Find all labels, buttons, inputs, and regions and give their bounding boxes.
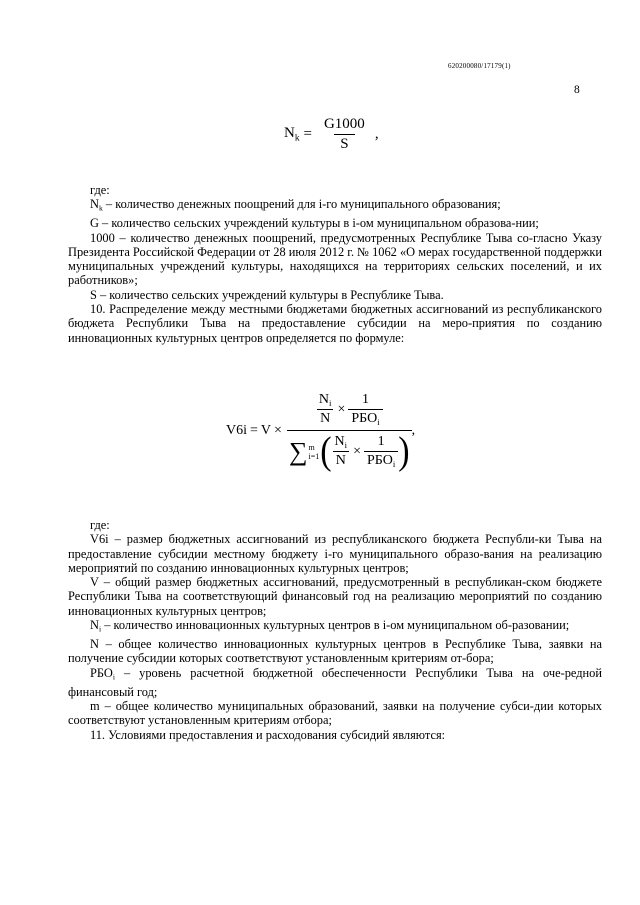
- formula-v6i-main-numerator: $\frac{N_i}{N}$ × $\frac{1}{РБО_i}$: [312, 392, 387, 430]
- ni-over-n-fraction: $\frac{N_i}{N}$: [318, 392, 332, 427]
- legend-v6i: V6i – размер бюджетных ассигнований из республиканского бюджета Республи-ки Тыва на предоставление субсидии местному бюджету i-го муниципального образо-вания на реализацию мероприятий по созданию инновационных культурных центров;: [68, 532, 602, 575]
- formula-v6i-main-denominator: ∑ m i=1 ( $\frac{N_i}{N}$ × $\frac{1}{РБО_i}$ ): [288, 429, 410, 473]
- legend-s: S – количество сельских учреждений культуры в Республике Тыва.: [90, 287, 444, 302]
- formula-v6i-v: V: [260, 422, 272, 438]
- legend-ni: $N_i$ – количество инновационных культурных центров в i-ом муниципальном об-разовании;: [90, 618, 570, 634]
- formula-v6i-comma: ,: [411, 422, 416, 438]
- legend-rboi: $РБО_i$ – уровень расчетной бюджетной обеспеченности Республики Тыва на оче-редной финансовый год;: [68, 665, 602, 699]
- legend-1000: 1000 – количество денежных поощрений, предусмотренных Республике Тыва со-гласно Указу Президента Российской Федерации от 28 июля 2012 г. № 1062 «О мерах государственной поддержки муниципальных учреждений культуры, находящихся на территориях сельских поселений, и их работников»;: [68, 230, 602, 288]
- formula-nk-comma: ,: [374, 126, 379, 142]
- where-label-2: где:: [90, 518, 110, 532]
- formula-v6i-equals: =: [250, 422, 258, 438]
- document-number: 620200080/17179(1): [448, 62, 511, 70]
- legend-g: G – количество сельских учреждений культуры в i-ом муниципальном образова-нии;: [90, 216, 539, 231]
- paragraph-10: 10. Распределение между местными бюджетами бюджетных ассигнований из республиканского бюджета Республики Тыва на предоставление субсидии на меро-приятия по созданию инновационных культурных центров определяется по формуле:: [68, 302, 602, 345]
- formula-nk-denominator: S: [334, 134, 354, 153]
- formula-v6i-main-fraction: [287, 392, 412, 473]
- formula-v6i-times: ×: [274, 422, 282, 438]
- page-number: 8: [574, 84, 580, 96]
- paragraph-11: 11. Условиями предоставления и расходования субсидий являются:: [90, 727, 446, 742]
- sum-limits: m i=1: [308, 442, 320, 461]
- formula-v6i: [226, 392, 416, 473]
- formula-v6i-lhs: V6i: [226, 422, 247, 438]
- sum-ni-over-n-fraction: $\frac{N_i}{N}$: [334, 434, 348, 469]
- where-label-1: где:: [90, 183, 110, 197]
- legend-m: m – общее количество муниципальных образований, заявки на получение субси-дии которых соответствуют установленным критериям отбора;: [68, 698, 602, 728]
- legend-n: N – общее количество инновационных культурных центров в Республике Тыва, заявки на получение субсидии которых соответствуют установленным критериям от-бора;: [68, 637, 602, 666]
- formula-nk-equals: =: [303, 126, 312, 142]
- formula-nk: [284, 116, 379, 153]
- sum-symbol: ∑: [288, 436, 308, 466]
- formula-nk-fraction: [318, 116, 371, 153]
- sum-one-over-rbo-fraction: $\frac{1}{РБО_i}$: [364, 434, 398, 469]
- legend-v: V – общий размер бюджетных ассигнований, предусмотренный в республикан-ском бюджете Республики Тыва на соответствующий финансовый год на реализацию мероприятий по созданию инновационных культурных центров;: [68, 575, 602, 618]
- legend-block-1: [68, 183, 602, 345]
- formula-nk-lhs: $N_k$: [284, 125, 300, 144]
- one-over-rbo-fraction: $\frac{1}{РБО_i}$: [348, 392, 382, 427]
- legend-nk: $N_k$ – количество денежных поощрений для i-го муниципального образования;: [90, 197, 501, 213]
- legend-block-2: [68, 518, 602, 742]
- formula-nk-numerator: G1000: [323, 116, 365, 132]
